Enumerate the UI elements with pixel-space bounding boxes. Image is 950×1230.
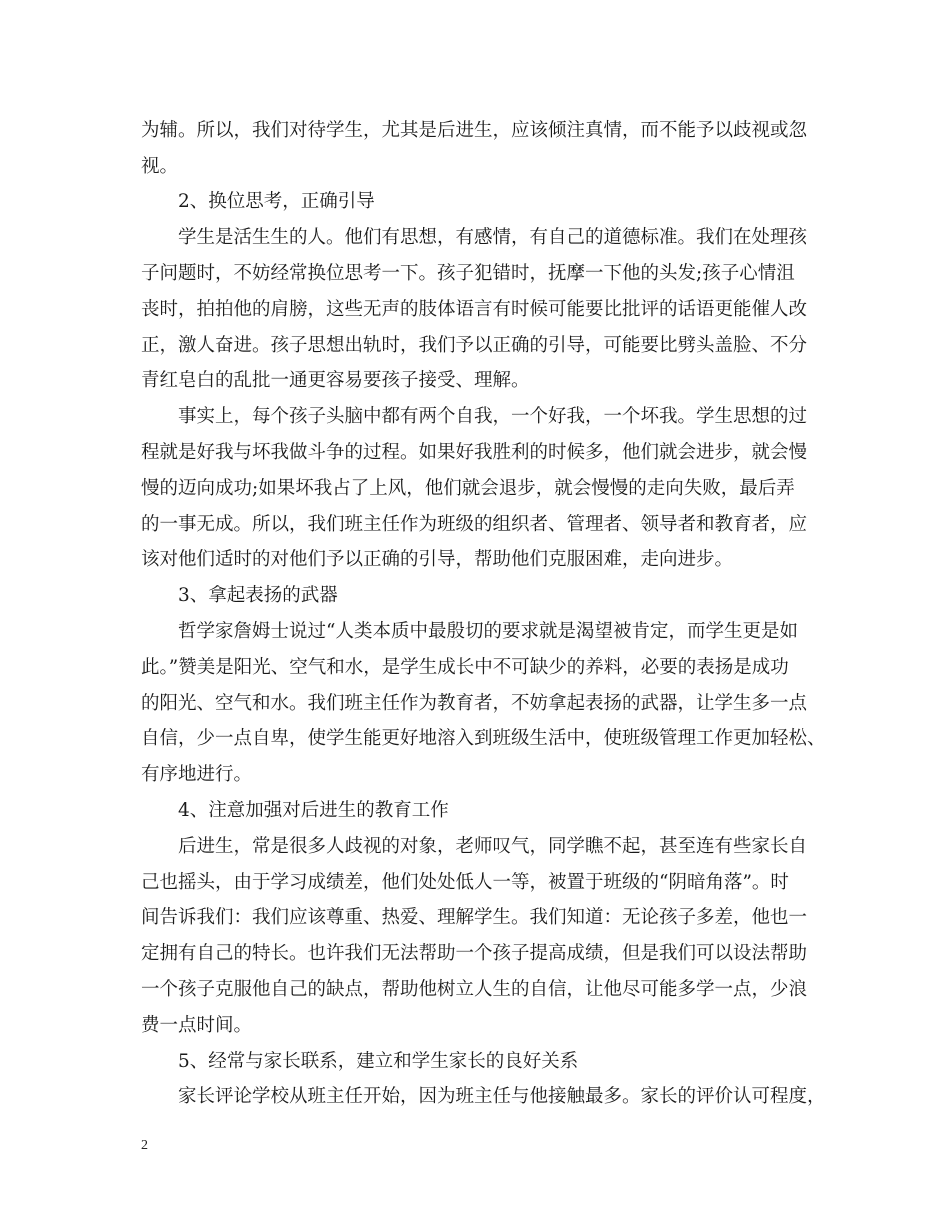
text-line: 有序地进行。 <box>141 764 253 785</box>
text-line: 正，激人奋进。孩子思想出轨时，我们予以正确的引导，可能要比劈头盖脸、不分 <box>141 335 808 356</box>
text-line: 一个孩子克服他自己的缺点，帮助他树立人生的自信，让他尽可能多学一点，少浪 <box>141 979 808 1000</box>
text-line: 费一点时间。 <box>141 1015 253 1036</box>
section-heading: 5、经常与家长联系，建立和学生家长的良好关系 <box>178 1051 579 1072</box>
text-line: 间告诉我们：我们应该尊重、热爱、理解学生。我们知道：无论孩子多差，他也一 <box>141 907 808 928</box>
text-line: 程就是好我与坏我做斗争的过程。如果好我胜利的时候多，他们就会进步，就会慢 <box>141 442 808 463</box>
section-heading: 2、换位思考，正确引导 <box>178 191 375 212</box>
text-line: 为辅。所以，我们对待学生，尤其是后进生，应该倾注真情，而不能予以歧视或忽 <box>141 120 808 141</box>
text-line: 丧时，拍拍他的肩膀，这些无声的肢体语言有时候可能要比批评的话语更能催人改 <box>141 299 808 320</box>
text-line: 子问题时，不妨经常换位思考一下。孩子犯错时，抚摩一下他的头发;孩子心情沮 <box>141 263 795 284</box>
text-line: 慢的迈向成功;如果坏我占了上风，他们就会退步，就会慢慢的走向失败，最后弄 <box>141 478 795 499</box>
text-line: 家长评论学校从班主任开始，因为班主任与他接触最多。家长的评价认可程度， <box>178 1086 826 1107</box>
text-line: 该对他们适时的对他们予以正确的引导，帮助他们克服困难，走向进步。 <box>141 549 734 570</box>
text-line: 己也摇头，由于学习成绩差，他们处处低人一等，被置于班级的“阴暗角落”。时 <box>141 872 789 893</box>
text-line: 后进生，常是很多人歧视的对象，老师叹气，同学瞧不起，甚至连有些家长自 <box>178 836 808 857</box>
page-number: 2 <box>141 1138 148 1153</box>
section-heading: 4、注意加强对后进生的教育工作 <box>178 800 449 821</box>
text-line: 学生是活生生的人。他们有思想，有感情，有自己的道德标准。我们在处理孩 <box>178 227 808 248</box>
text-line: 此。”赞美是阳光、空气和水，是学生成长中不可缺少的养料，必要的表扬是成功 <box>141 657 789 678</box>
text-line: 青红皂白的乱批一通更容易要孩子接受、理解。 <box>141 370 530 391</box>
text-line: 的一事无成。所以，我们班主任作为班级的组织者、管理者、领导者和教育者，应 <box>141 514 808 535</box>
text-line: 哲学家詹姆士说过“人类本质中最殷切的要求就是渴望被肯定，而学生更是如 <box>178 621 798 642</box>
text-line: 定拥有自己的特长。也许我们无法帮助一个孩子提高成绩，但是我们可以设法帮助 <box>141 943 808 964</box>
text-line: 事实上，每个孩子头脑中都有两个自我，一个好我，一个坏我。学生思想的过 <box>178 406 808 427</box>
text-line: 视。 <box>141 156 179 177</box>
text-line: 的阳光、空气和水。我们班主任作为教育者，不妨拿起表扬的武器，让学生多一点 <box>141 693 808 714</box>
text-line: 自信，少一点自卑，使学生能更好地溶入到班级生活中，使班级管理工作更加轻松、 <box>141 728 826 749</box>
section-heading: 3、拿起表扬的武器 <box>178 585 338 606</box>
